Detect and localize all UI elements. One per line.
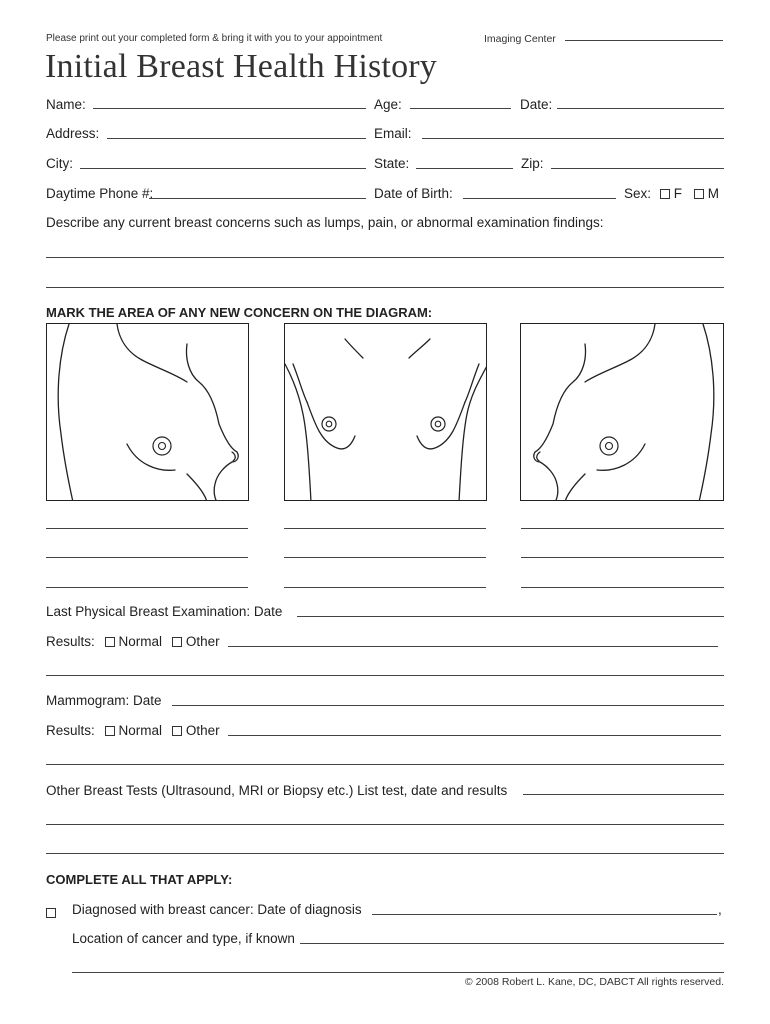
physical-exam-results xyxy=(46,634,220,649)
address-label: Address: xyxy=(46,126,100,141)
mammogram-results-label: Results: xyxy=(46,723,95,738)
age-field[interactable] xyxy=(410,108,511,109)
phone-field[interactable] xyxy=(149,198,366,199)
city-label: City: xyxy=(46,156,73,171)
physical-normal-label: Normal xyxy=(118,634,163,649)
diagnosed-label: Diagnosed with breast cancer: Date of diagnosis xyxy=(72,902,362,917)
mammogram-results xyxy=(46,723,220,738)
imaging-center-label: Imaging Center xyxy=(484,33,556,45)
apply-heading: COMPLETE ALL THAT APPLY: xyxy=(46,872,233,887)
state-field[interactable] xyxy=(416,168,513,169)
sex-m-checkbox[interactable] xyxy=(694,189,704,199)
email-field[interactable] xyxy=(422,138,724,139)
mammogram-normal-checkbox[interactable] xyxy=(105,726,115,736)
diagram-front-note-3[interactable] xyxy=(284,587,486,588)
diagram-side-view-right[interactable] xyxy=(520,323,724,501)
physical-other-checkbox[interactable] xyxy=(172,637,182,647)
concerns-line-1[interactable] xyxy=(46,257,724,258)
instruction-text: Please print out your completed form & bring it with you to your appointment xyxy=(46,33,383,44)
physical-notes-line[interactable] xyxy=(46,675,724,676)
diagram-left-note-3[interactable] xyxy=(46,587,248,588)
physical-results-label: Results: xyxy=(46,634,95,649)
diagram-left-note-2[interactable] xyxy=(46,557,248,558)
mammogram-label: Mammogram: Date xyxy=(46,693,162,708)
page-title: Initial Breast Health History xyxy=(45,48,437,85)
other-tests-line-2[interactable] xyxy=(46,853,724,854)
zip-label: Zip: xyxy=(521,156,544,171)
diagram-front-note-2[interactable] xyxy=(284,557,486,558)
sex-f-checkbox[interactable] xyxy=(660,189,670,199)
physical-other-field[interactable] xyxy=(228,646,718,647)
mammogram-notes-line[interactable] xyxy=(46,764,724,765)
torso-side-illustration-right xyxy=(521,324,724,501)
diagram-right-note-3[interactable] xyxy=(521,587,724,588)
email-label: Email: xyxy=(374,126,412,141)
physical-other-label: Other xyxy=(185,634,220,649)
diagram-right-note-1[interactable] xyxy=(521,528,724,529)
concerns-line-2[interactable] xyxy=(46,287,724,288)
name-label: Name: xyxy=(46,97,86,112)
diagnosed-comma: , xyxy=(718,902,722,917)
other-tests-label: Other Breast Tests (Ultrasound, MRI or Biopsy etc.) List test, date and results xyxy=(46,783,508,798)
zip-field[interactable] xyxy=(551,168,724,169)
sex-m-label: M xyxy=(707,186,720,201)
mammogram-date-field[interactable] xyxy=(172,705,724,706)
diagnosis-date-field[interactable] xyxy=(372,914,717,915)
dob-field[interactable] xyxy=(463,198,616,199)
age-label: Age: xyxy=(374,97,402,112)
physical-exam-date-field[interactable] xyxy=(297,616,724,617)
diagram-heading: MARK THE AREA OF ANY NEW CONCERN ON THE DIAGRAM: xyxy=(46,305,433,320)
diagram-left-note-1[interactable] xyxy=(46,528,248,529)
mammogram-other-label: Other xyxy=(185,723,220,738)
date-label: Date: xyxy=(520,97,553,112)
dob-label: Date of Birth: xyxy=(374,186,453,201)
diagram-side-view-left[interactable] xyxy=(46,323,249,501)
other-tests-line-1[interactable] xyxy=(46,824,724,825)
other-tests-field[interactable] xyxy=(523,794,724,795)
copyright-text: © 2008 Robert L. Kane, DC, DABCT All rights reserved. xyxy=(464,976,724,988)
date-field[interactable] xyxy=(557,108,724,109)
diagram-front-note-1[interactable] xyxy=(284,528,486,529)
location-label: Location of cancer and type, if known xyxy=(72,931,295,946)
phone-label: Daytime Phone #: xyxy=(46,186,154,201)
sex-label: Sex: xyxy=(624,186,652,201)
city-field[interactable] xyxy=(80,168,366,169)
sex-f-label: F xyxy=(673,186,683,201)
state-label: State: xyxy=(374,156,410,171)
address-field[interactable] xyxy=(107,138,366,139)
location-notes-line[interactable] xyxy=(72,972,724,973)
concerns-prompt: Describe any current breast concerns such as lumps, pain, or abnormal examination findings: xyxy=(46,215,604,230)
diagnosed-checkbox[interactable] xyxy=(46,904,56,922)
torso-front-illustration xyxy=(285,324,487,501)
diagram-front-view[interactable] xyxy=(284,323,487,501)
location-field[interactable] xyxy=(300,943,724,944)
mammogram-normal-label: Normal xyxy=(118,723,163,738)
physical-exam-label: Last Physical Breast Examination: Date xyxy=(46,604,283,619)
name-field[interactable] xyxy=(93,108,366,109)
physical-normal-checkbox[interactable] xyxy=(105,637,115,647)
torso-side-illustration-left xyxy=(47,324,249,501)
mammogram-other-checkbox[interactable] xyxy=(172,726,182,736)
imaging-center-field[interactable] xyxy=(565,40,723,41)
mammogram-other-field[interactable] xyxy=(228,735,721,736)
diagram-right-note-2[interactable] xyxy=(521,557,724,558)
sex-group xyxy=(624,186,719,201)
